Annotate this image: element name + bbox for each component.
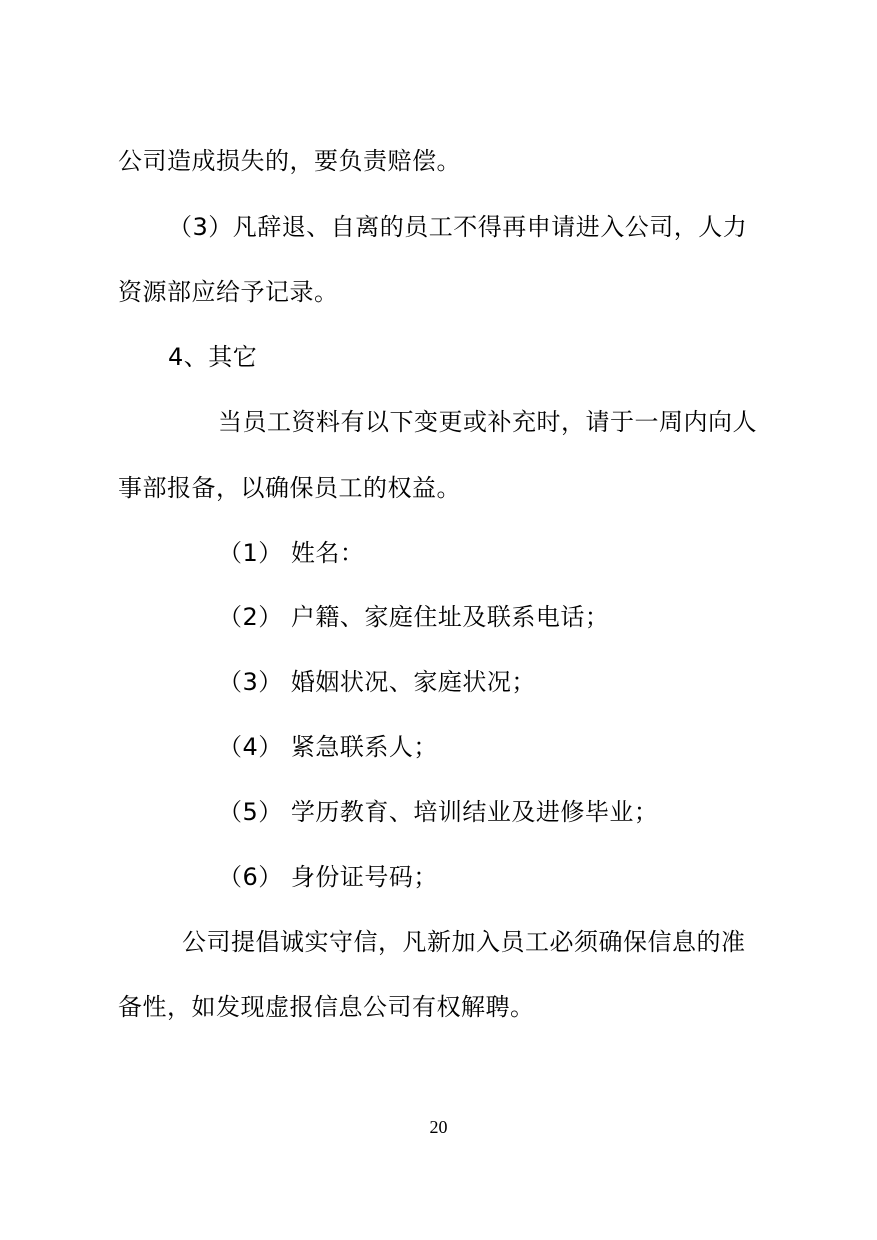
paragraph-line: 备性，如发现虚报信息公司有权解聘。	[118, 993, 535, 1021]
paragraph-line: 公司提倡诚实守信，凡新加入员工必须确保信息的准	[182, 928, 746, 956]
paragraph-line: 资源部应给予记录。	[118, 278, 339, 306]
list-item: （1） 姓名：	[218, 539, 365, 567]
section-heading: 4、其它	[168, 343, 258, 371]
paragraph-line: 公司造成损失的，要负责赔偿。	[118, 147, 461, 175]
list-item-line: （3）凡辞退、自离的员工不得再申请进入公司，人力	[168, 213, 748, 241]
list-item: （6） 身份证号码；	[218, 863, 438, 891]
list-item: （5） 学历教育、培训结业及进修毕业；	[218, 798, 659, 826]
paragraph-line: 事部报备，以确保员工的权益。	[118, 474, 461, 502]
page-number: 20	[429, 1117, 448, 1137]
list-item: （3） 婚姻状况、家庭状况；	[218, 668, 536, 696]
paragraph-line: 当员工资料有以下变更或补充时，请于一周内向人	[218, 408, 757, 436]
list-item: （4） 紧急联系人；	[218, 733, 438, 761]
list-item: （2） 户籍、家庭住址及联系电话；	[218, 603, 610, 631]
